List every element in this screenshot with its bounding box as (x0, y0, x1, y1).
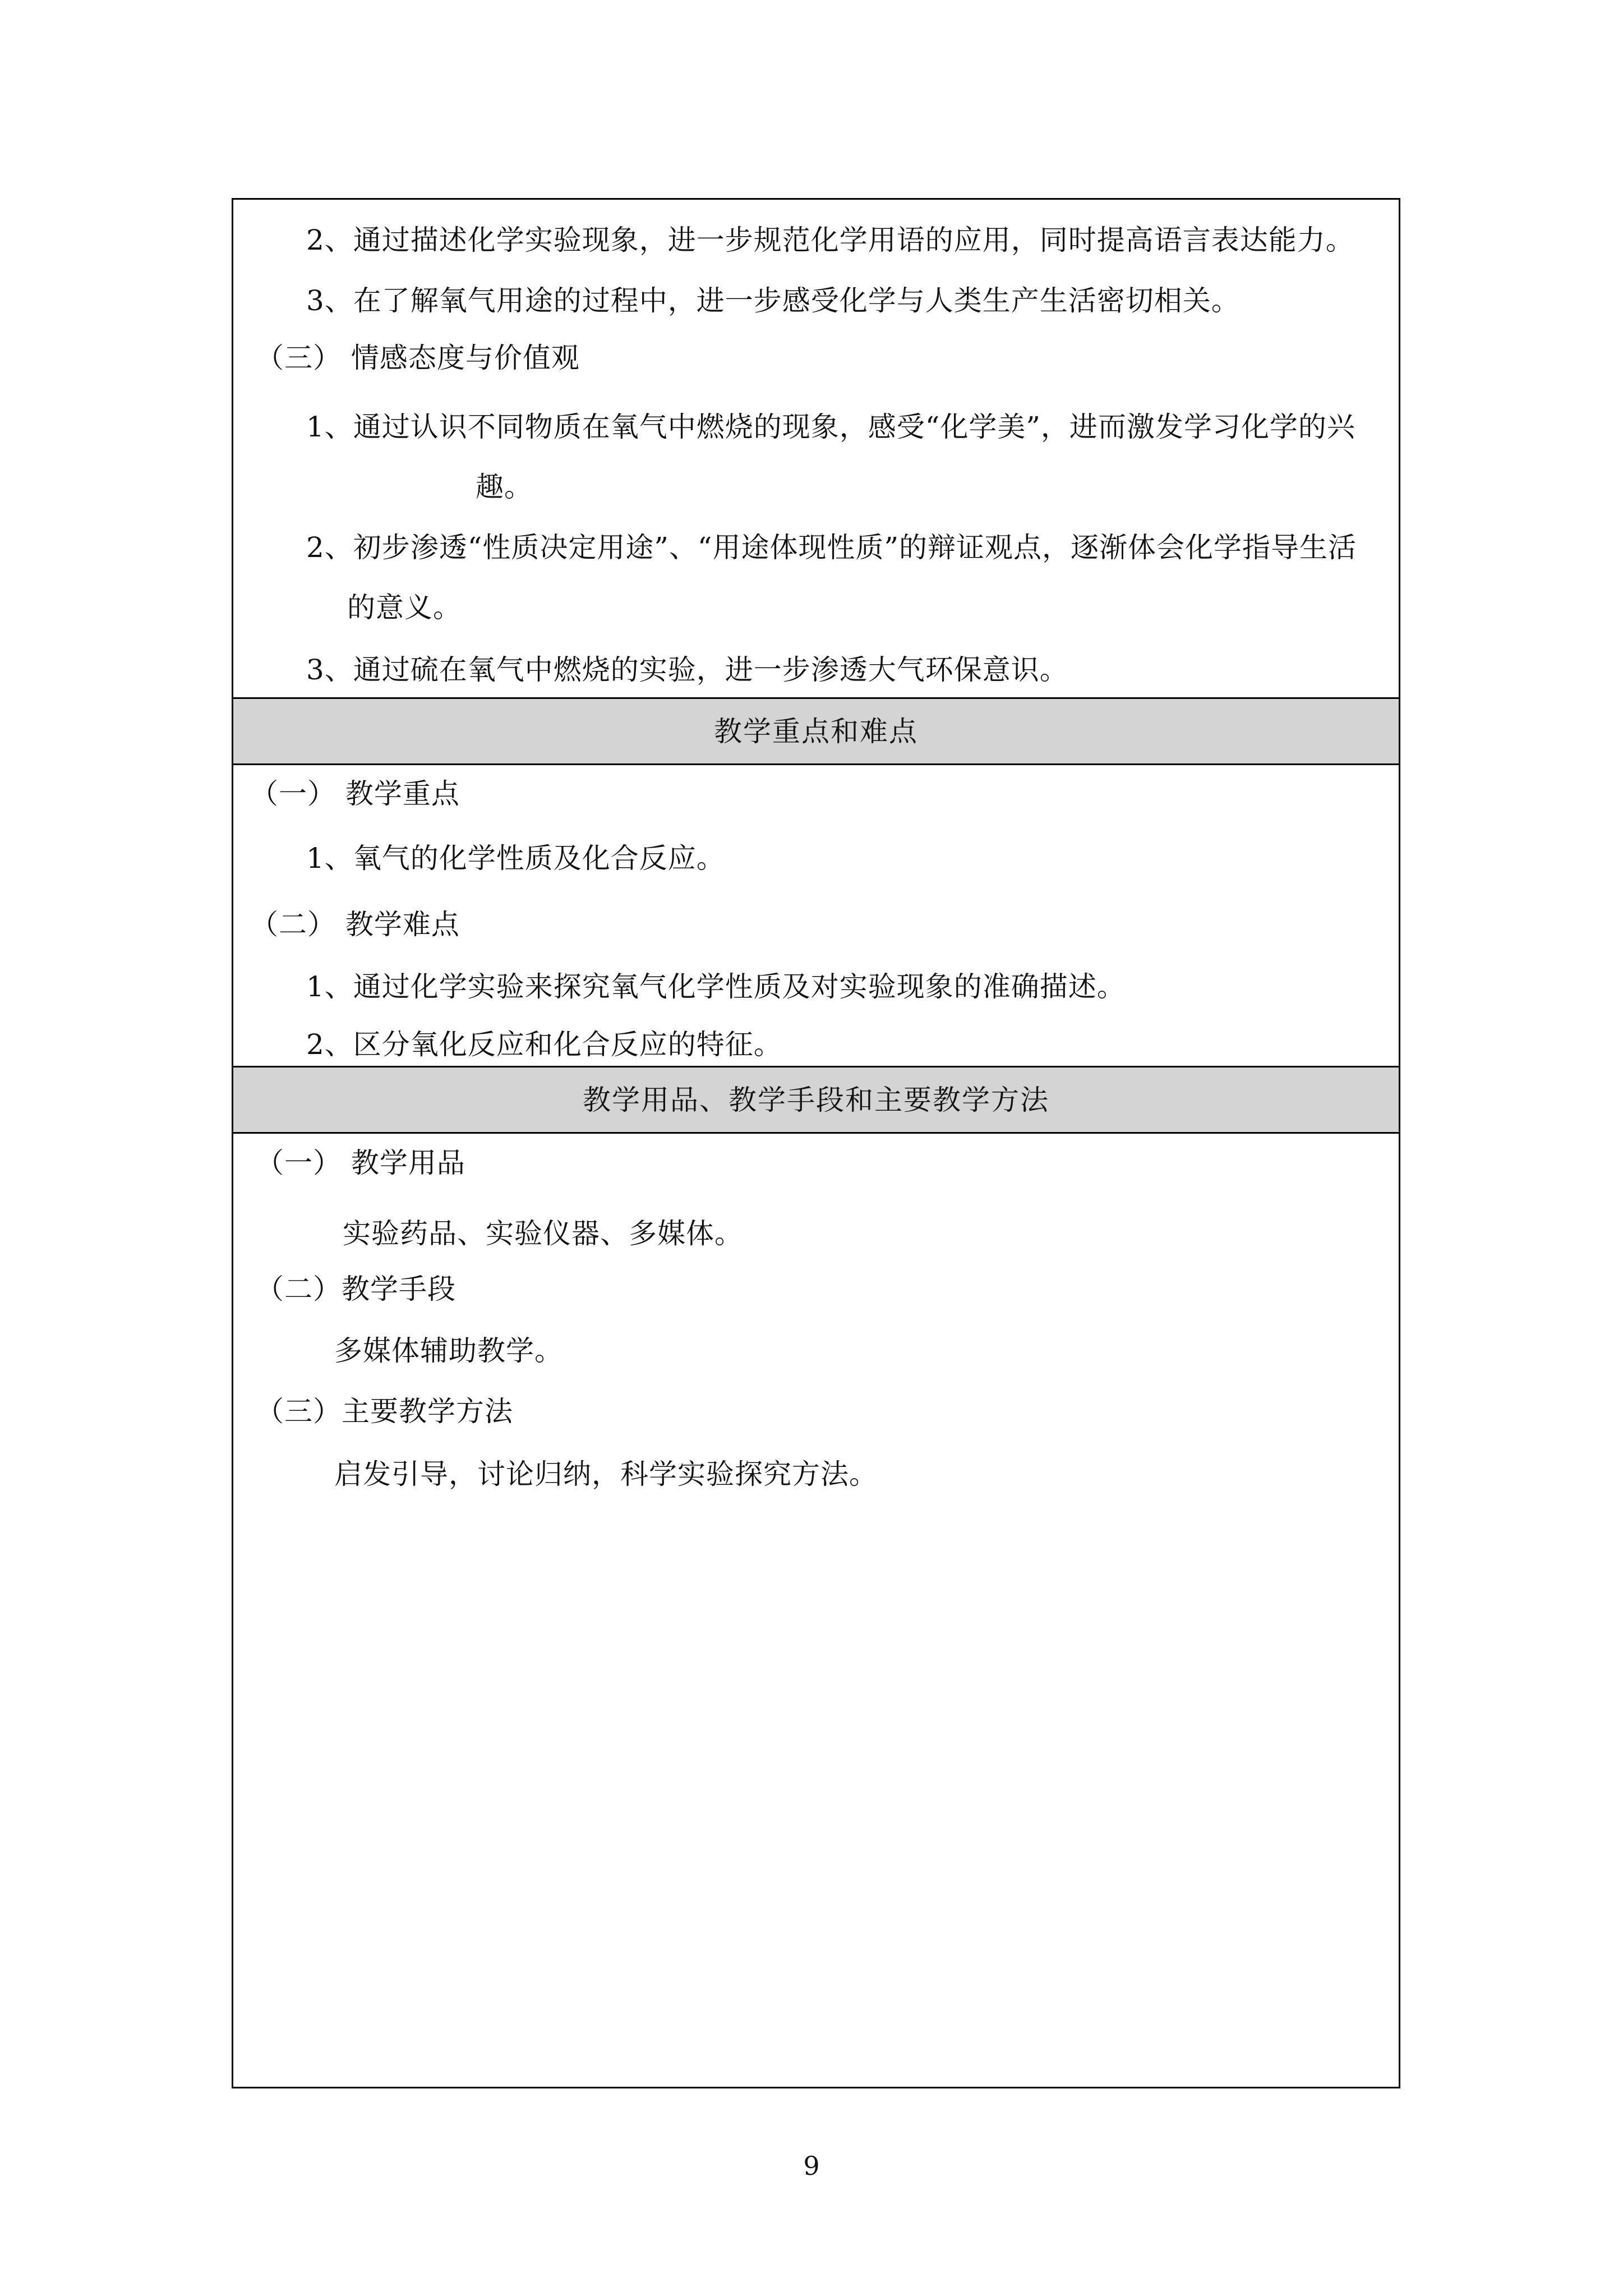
key-points-section-title: 教学重点和难点 (714, 715, 918, 748)
key-point-item: 1、氧气的化学性质及化合反应。 (306, 842, 725, 875)
methods-section-title: 教学用品、教学手段和主要教学方法 (583, 1083, 1049, 1116)
methods-text: 启发引导，讨论归纳，科学实验探究方法。 (334, 1458, 878, 1490)
supplies-heading: （一） 教学用品 (256, 1147, 465, 1179)
key-points-section-header (233, 697, 1399, 765)
emotion-objective-item: 3、通过硫在氧气中燃烧的实验，进一步渗透大气环保意识。 (306, 654, 1068, 686)
supplies-text: 实验药品、实验仪器、多媒体。 (343, 1217, 743, 1250)
process-objective-item: 3、在了解氧气用途的过程中，进一步感受化学与人类生产生活密切相关。 (306, 284, 1240, 317)
emotion-objective-item: 1、通过认识不同物质在氧气中燃烧的现象，感受“化学美”，进而激发学习化学的兴 (306, 411, 1355, 443)
difficulty-heading: （二） 教学难点 (250, 908, 460, 941)
emotion-objective-item-continued: 趣。 (476, 471, 533, 503)
methods-section-header (233, 1066, 1399, 1134)
difficulty-item: 1、通过化学实验来探究氧气化学性质及对实验现象的准确描述。 (306, 970, 1126, 1003)
means-heading: （二）教学手段 (256, 1273, 456, 1305)
lesson-plan-table (232, 198, 1400, 2088)
page-number: 9 (803, 2151, 820, 2181)
emotion-objective-item: 2、初步渗透“性质决定用途”、“用途体现性质”的辩证观点，逐渐体会化学指导生活 (306, 531, 1357, 564)
key-points-heading: （一） 教学重点 (250, 777, 460, 810)
emotion-objective-item-continued: 的意义。 (347, 591, 462, 624)
methods-heading: （三）主要教学方法 (256, 1395, 513, 1428)
means-text: 多媒体辅助教学。 (334, 1335, 563, 1367)
process-objective-item: 2、通过描述化学实验现象，进一步规范化学用语的应用，同时提高语言表达能力。 (306, 224, 1354, 256)
difficulty-item: 2、区分氧化反应和化合反应的特征。 (306, 1028, 782, 1061)
emotion-objective-heading: （三） 情感态度与价值观 (256, 342, 580, 374)
